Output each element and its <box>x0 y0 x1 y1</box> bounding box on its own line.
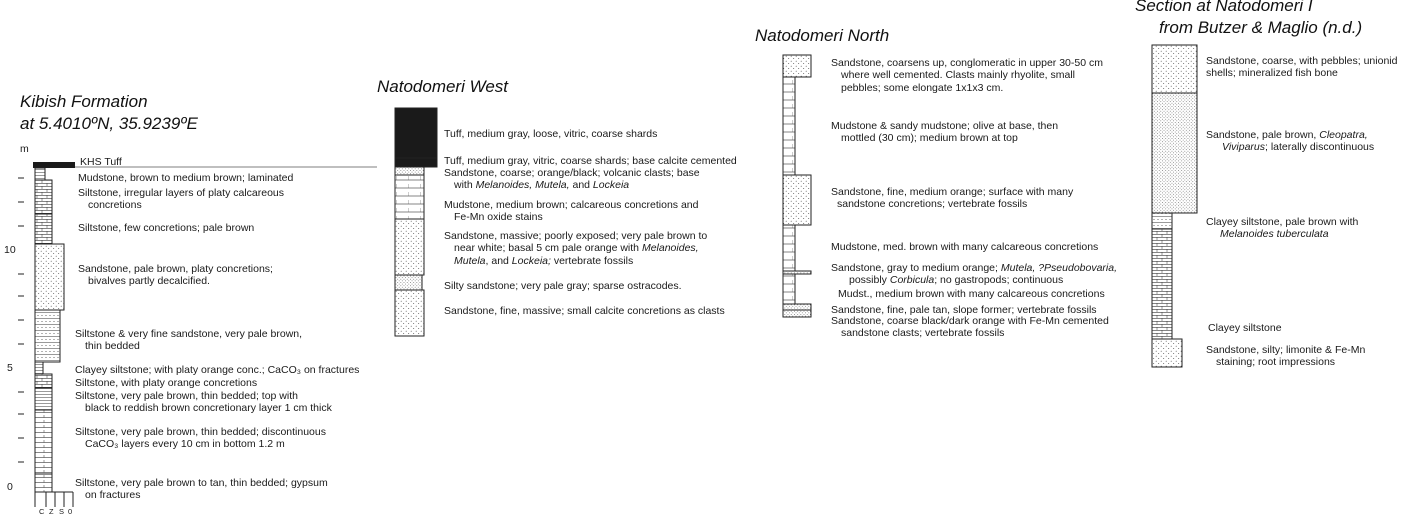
west-bed-label: Sandstone, fine, massive; small calcite concretions as clasts <box>444 305 725 317</box>
west-column <box>395 108 437 336</box>
north-title: Natodomeri North <box>755 26 890 45</box>
kibish-bed-1 <box>35 168 45 180</box>
north-bed-label: Sandstone, fine, pale tan, slope former; vertebrate fossils <box>831 304 1097 316</box>
kibish-title-line1: Kibish Formation <box>20 92 148 111</box>
north-bed-label: Mudstone & sandy mudstone; olive at base, then mottled (30 cm); medium brown at top <box>831 120 1059 145</box>
scale-tick-0: 0 <box>7 481 13 493</box>
north-bed-label: Sandstone, fine, medium orange; surface with many sandstone concretions; vertebrate fossils <box>831 186 1074 211</box>
kibish-title-line2: at 5.4010ºN, 35.9239ºE <box>20 114 198 133</box>
north-bed-3 <box>783 175 811 225</box>
kibish-bed-8 <box>35 388 52 410</box>
kibish-bed-label: Clayey siltstone; with platy orange conc.; CaCO₃ on fractures <box>75 364 360 376</box>
kibish-bed-label: Siltstone, with platy orange concretions <box>75 377 258 389</box>
scale-tick-10: 10 <box>4 244 16 256</box>
section1-bed-2 <box>1152 93 1197 213</box>
section1-bed-5 <box>1152 339 1182 367</box>
kibish-title <box>20 91 198 135</box>
north-bed-label: Mudstone, med. brown with many calcareous concretions <box>831 241 1099 253</box>
north-bed-1 <box>783 55 811 77</box>
kibish-bed-2 <box>35 180 52 214</box>
scale-unit: m <box>20 143 29 155</box>
kibish-bed-label: Siltstone, few concretions; pale brown <box>78 222 255 234</box>
section1-bed-label: Clayey siltstone, pale brown with Melanoides tuberculata <box>1206 216 1359 241</box>
section1-title <box>1135 0 1362 39</box>
kibish-bed-label: Siltstone, very pale brown, thin bedded; top with black to reddish brown concretionary layer 1 cm thick <box>75 390 332 415</box>
north-bed-6 <box>783 274 795 304</box>
west-bed-label: Tuff, medium gray, vitric, coarse shards; base calcite cemented <box>444 155 737 167</box>
west-bed-label: Sandstone, massive; poorly exposed; very pale brown to near white; basal 5 cm pale orange with Melanoides, Mutela, and Lockeia; vertebrate fossils <box>444 230 708 267</box>
west-title: Natodomeri West <box>377 77 509 96</box>
kibish-bed-10 <box>35 474 52 492</box>
section1-column <box>1152 45 1197 367</box>
north-bed-8 <box>783 310 811 317</box>
west-bed-label: Tuff, medium gray, loose, vitric, coarse shards <box>444 128 658 140</box>
kibish-bed-label: Mudstone, brown to medium brown; laminated <box>78 172 294 184</box>
section1-title-line1: Section at Natodomeri I <box>1135 0 1313 15</box>
kibish-tuff-bed <box>33 162 75 168</box>
kibish-bed-label: Siltstone, very pale brown to tan, thin bedded; gypsum on fractures <box>75 477 328 502</box>
kibish-bed-4 <box>35 244 64 310</box>
north-bed-2 <box>783 77 795 175</box>
section1-bed-label: Sandstone, coarse, with pebbles; unionid shells; mineralized fish bone <box>1206 55 1398 80</box>
kibish-bed-9 <box>35 410 52 474</box>
west-bed-label: Mudstone, medium brown; calcareous concretions and Fe-Mn oxide stains <box>444 199 699 224</box>
kibish-bed-label: Siltstone, irregular layers of platy calcareous concretions <box>78 187 285 212</box>
grain-label-z: Z <box>49 507 54 516</box>
west-bed-label: Sandstone, coarse; orange/black; volcanic clasts; base with Melanoides, Mutela, and Lockeia <box>444 167 700 192</box>
north-bed-4 <box>783 225 795 271</box>
north-bed-label: Sandstone, coarsens up, conglomeratic in upper 30-50 cm where well cemented. Clasts mainly rhyolite, small pebbles; some elongate 1x1x3 cm. <box>831 57 1103 94</box>
scale-tick-5: 5 <box>7 362 13 374</box>
west-bed-5 <box>395 219 424 275</box>
section1-bed-label: Sandstone, pale brown, Cleopatra, Viviparus; laterally discontinuous <box>1206 129 1375 154</box>
kibish-bed-6 <box>35 362 43 374</box>
kibish-bed-label: Siltstone, very pale brown, thin bedded; discontinuous CaCO₃ layers every 10 cm in bottom 1.2 m <box>75 426 326 451</box>
kibish-bed-5 <box>35 310 60 362</box>
north-bed-7 <box>783 304 811 310</box>
section1-bed-label: Sandstone, silty; limonite & Fe-Mn staining; root impressions <box>1206 344 1366 369</box>
north-bed-label: Mudst., medium brown with many calcareous concretions <box>838 288 1105 300</box>
grain-label-c: C <box>39 507 45 516</box>
west-bed-label: Silty sandstone; very pale gray; sparse ostracodes. <box>444 280 682 292</box>
north-bed-label: Sandstone, coarse black/dark orange with Fe-Mn cemented sandstone clasts; vertebrate fossils <box>831 315 1109 340</box>
kibish-bed-7 <box>35 374 52 388</box>
section1-bed-label: Clayey siltstone <box>1208 322 1282 334</box>
kibish-bed-3 <box>35 214 52 244</box>
grain-label-s: S <box>59 507 65 516</box>
grain-label-0: 0 <box>68 507 73 516</box>
kibish-scale-ticks <box>18 178 24 462</box>
kibish-bed-label: Siltstone & very fine sandstone, very pale brown, thin bedded <box>75 328 303 353</box>
section1-bed-1 <box>1152 45 1197 93</box>
west-bed-1 <box>395 108 437 158</box>
kibish-bed-label: Sandstone, pale brown, platy concretions; bivalves partly decalcified. <box>78 263 273 288</box>
west-bed-4 <box>395 175 424 219</box>
section1-bed-4 <box>1152 229 1172 339</box>
section1-title-line2: from Butzer & Maglio (n.d.) <box>1159 18 1363 37</box>
west-bed-3 <box>395 167 424 175</box>
north-bed-label: Sandstone, gray to medium orange; Mutela, ?Pseudobovaria, possibly Corbicula; no gastropods; continuous <box>831 262 1118 287</box>
west-bed-7 <box>395 290 424 336</box>
north-column <box>783 55 811 317</box>
kibish-marker-bed: KHS Tuff <box>80 156 122 168</box>
section1-bed-3 <box>1152 213 1172 229</box>
west-bed-2 <box>395 158 437 167</box>
west-bed-6 <box>395 275 422 290</box>
